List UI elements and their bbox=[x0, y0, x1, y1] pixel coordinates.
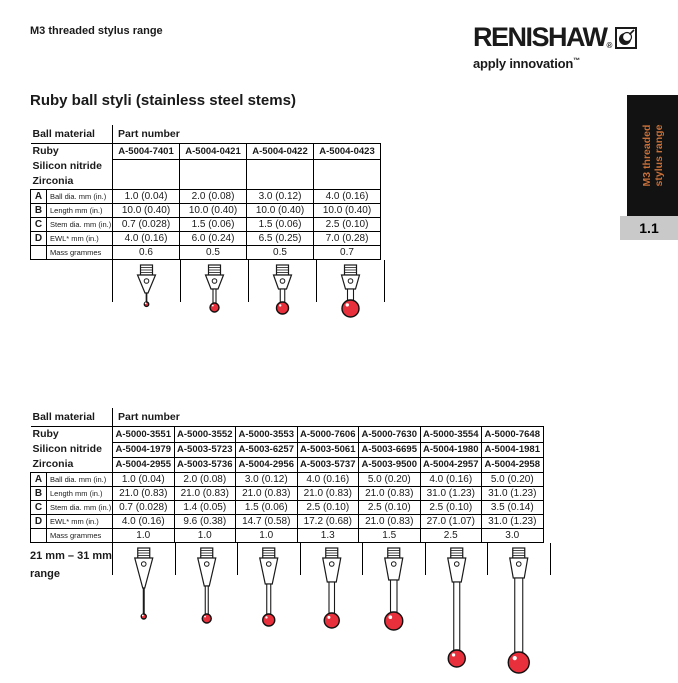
dimension-letter: C bbox=[31, 501, 47, 515]
spec-value-cell: 2.0 (0.08) bbox=[180, 190, 247, 204]
spec-value-cell: 1.5 (0.06) bbox=[247, 218, 314, 232]
part-number-cell: A-5003-5737 bbox=[297, 457, 359, 473]
spec-value-cell: 21.0 (0.83) bbox=[359, 487, 421, 501]
stylus-cell bbox=[300, 543, 363, 575]
range-label-line: 21 mm – 31 mm bbox=[30, 550, 112, 562]
spec-value-cell: 17.2 (0.68) bbox=[297, 515, 359, 529]
spec-value-cell: 1.0 bbox=[236, 529, 298, 543]
part-number-cell: A-5003-6695 bbox=[359, 442, 421, 457]
part-number-cell: A-5000-3551 bbox=[113, 427, 175, 443]
stylus-illustration bbox=[238, 546, 300, 681]
material-name: Silicon nitride bbox=[32, 160, 102, 172]
spec-value-cell: 1.0 bbox=[113, 529, 175, 543]
stylus-illustration bbox=[426, 546, 488, 681]
spec-value-cell: 31.0 (1.23) bbox=[482, 515, 544, 529]
part-number-cell: A-5003-6257 bbox=[236, 442, 298, 457]
stylus-cell bbox=[237, 543, 300, 575]
spec-value-cell: 10.0 (0.40) bbox=[113, 204, 180, 218]
spec-table-10mm bbox=[30, 125, 452, 302]
spec-value-cell: 3.5 (0.14) bbox=[482, 501, 544, 515]
spec-value-cell: 2.5 (0.10) bbox=[420, 501, 482, 515]
spec-row bbox=[31, 473, 544, 487]
spec-value-cell: 0.7 (0.028) bbox=[113, 218, 180, 232]
part-number-cell: A-5003-5061 bbox=[297, 442, 359, 457]
range-label bbox=[30, 543, 112, 583]
part-number-cell: A-5004-0422 bbox=[247, 144, 314, 160]
spec-row bbox=[31, 232, 381, 246]
column-separator bbox=[550, 543, 613, 575]
part-number-cell: A-5003-9500 bbox=[359, 457, 421, 473]
stylus-illustration bbox=[317, 263, 384, 325]
spec-value-cell: 0.5 bbox=[247, 246, 314, 260]
part-number-cell bbox=[180, 174, 247, 190]
part-number-cell: A-5004-2956 bbox=[236, 457, 298, 473]
spec-table bbox=[30, 125, 381, 260]
stylus-cell bbox=[112, 543, 175, 575]
material-row bbox=[31, 159, 381, 174]
ball-material-header: Ball material bbox=[31, 408, 113, 427]
material-row bbox=[31, 427, 544, 443]
spec-value-cell: 2.5 bbox=[420, 529, 482, 543]
stylus-cell bbox=[362, 543, 425, 575]
part-number-cell: A-5004-1979 bbox=[113, 442, 175, 457]
dimension-label: Length mm (in.) bbox=[47, 487, 113, 501]
spec-value-cell: 4.0 (0.16) bbox=[297, 473, 359, 487]
part-number-cell: A-5003-5736 bbox=[174, 457, 236, 473]
dimension-label: Stem dia. mm (in.) bbox=[47, 218, 113, 232]
spec-row bbox=[31, 487, 544, 501]
part-number-cell: A-5004-0423 bbox=[314, 144, 381, 160]
material-row bbox=[31, 144, 381, 160]
spec-value-cell: 1.5 bbox=[359, 529, 421, 543]
part-number-header: Part number bbox=[113, 125, 381, 144]
part-number-cell: A-5000-3554 bbox=[420, 427, 482, 443]
spec-value-cell: 4.0 (0.16) bbox=[314, 190, 381, 204]
spec-value-cell: 1.5 (0.06) bbox=[180, 218, 247, 232]
spec-row bbox=[31, 246, 381, 260]
stylus-cell bbox=[112, 260, 180, 302]
stylus-illustration bbox=[301, 546, 363, 681]
part-number-cell bbox=[314, 174, 381, 190]
part-number-cell: A-5000-7630 bbox=[359, 427, 421, 443]
dimension-letter bbox=[31, 246, 47, 260]
part-number-cell: A-5004-1980 bbox=[420, 442, 482, 457]
material-name: Silicon nitride bbox=[32, 443, 102, 455]
dimension-letter bbox=[31, 529, 47, 543]
renishaw-logo bbox=[473, 22, 673, 71]
part-number-cell: A-5000-7606 bbox=[297, 427, 359, 443]
styli-illustration-row bbox=[30, 543, 612, 583]
dimension-label: Ball dia. mm (in.) bbox=[47, 190, 113, 204]
spec-value-cell: 4.0 (0.16) bbox=[113, 515, 175, 529]
spec-value-cell: 5.0 (0.20) bbox=[359, 473, 421, 487]
part-number-cell bbox=[247, 159, 314, 174]
part-number-cell bbox=[113, 174, 180, 190]
dimension-label: EWL* mm (in.) bbox=[47, 232, 113, 246]
dimension-label: Stem dia. mm (in.) bbox=[47, 501, 113, 515]
spec-row bbox=[31, 529, 544, 543]
registered-mark: ® bbox=[606, 41, 613, 50]
material-row bbox=[31, 174, 381, 190]
material-row bbox=[31, 457, 544, 473]
page-title: M3 threaded stylus range bbox=[30, 25, 163, 37]
spec-value-cell: 31.0 (1.23) bbox=[420, 487, 482, 501]
spec-value-cell: 5.0 (0.20) bbox=[482, 473, 544, 487]
spec-value-cell: 9.6 (0.38) bbox=[174, 515, 236, 529]
stylus-cell bbox=[248, 260, 316, 302]
dimension-letter: A bbox=[31, 473, 47, 487]
stylus-illustration bbox=[181, 263, 248, 325]
section-number-badge: 1.1 bbox=[620, 216, 678, 240]
part-number-cell bbox=[113, 159, 180, 174]
stylus-cell bbox=[180, 260, 248, 302]
trademark-mark: ™ bbox=[573, 57, 580, 65]
part-number-cell: A-5004-7401 bbox=[113, 144, 180, 160]
spec-value-cell: 27.0 (1.07) bbox=[420, 515, 482, 529]
part-number-cell: A-5003-5723 bbox=[174, 442, 236, 457]
spec-value-cell: 6.5 (0.25) bbox=[247, 232, 314, 246]
probe-symbol-icon bbox=[615, 27, 637, 54]
part-number-cell bbox=[314, 159, 381, 174]
part-number-cell: A-5004-2955 bbox=[113, 457, 175, 473]
dimension-letter: B bbox=[31, 487, 47, 501]
spec-value-cell: 21.0 (0.83) bbox=[359, 515, 421, 529]
dimension-label: Mass grammes bbox=[47, 246, 113, 260]
part-number-cell bbox=[180, 159, 247, 174]
spec-value-cell: 21.0 (0.83) bbox=[174, 487, 236, 501]
dimension-label: Length mm (in.) bbox=[47, 204, 113, 218]
spec-value-cell: 3.0 (0.12) bbox=[247, 190, 314, 204]
spec-value-cell: 0.5 bbox=[180, 246, 247, 260]
spec-value-cell: 1.4 (0.05) bbox=[174, 501, 236, 515]
dimension-label: Ball dia. mm (in.) bbox=[47, 473, 113, 487]
part-number-cell: A-5004-0421 bbox=[180, 144, 247, 160]
part-number-cell: A-5000-3553 bbox=[236, 427, 298, 443]
spec-value-cell: 7.0 (0.28) bbox=[314, 232, 381, 246]
spec-table bbox=[30, 408, 544, 543]
material-name: Ruby bbox=[32, 145, 59, 157]
part-number-header: Part number bbox=[113, 408, 544, 427]
part-number-cell bbox=[247, 174, 314, 190]
part-number-cell: A-5004-2957 bbox=[420, 457, 482, 473]
spec-value-cell: 3.0 (0.12) bbox=[236, 473, 298, 487]
ball-material-header: Ball material bbox=[31, 125, 113, 144]
spec-value-cell: 1.0 bbox=[174, 529, 236, 543]
spec-value-cell: 21.0 (0.83) bbox=[113, 487, 175, 501]
spec-value-cell: 0.7 (0.028) bbox=[113, 501, 175, 515]
spec-value-cell: 6.0 (0.24) bbox=[180, 232, 247, 246]
dimension-letter: D bbox=[31, 515, 47, 529]
spec-row bbox=[31, 515, 544, 529]
material-name: Zirconia bbox=[32, 458, 74, 470]
spec-value-cell: 2.5 (0.10) bbox=[314, 218, 381, 232]
dimension-label: Mass grammes bbox=[47, 529, 113, 543]
stylus-cell bbox=[316, 260, 384, 302]
stylus-cell bbox=[425, 543, 488, 575]
dimension-letter: C bbox=[31, 218, 47, 232]
spec-value-cell: 1.0 (0.04) bbox=[113, 473, 175, 487]
stylus-illustration bbox=[363, 546, 425, 681]
dimension-letter: D bbox=[31, 232, 47, 246]
stylus-cell bbox=[175, 543, 238, 575]
spec-row bbox=[31, 204, 381, 218]
part-number-cell: A-5000-7648 bbox=[482, 427, 544, 443]
side-tab-label: M3 threaded stylus range bbox=[640, 124, 665, 187]
spec-value-cell: 1.5 (0.06) bbox=[236, 501, 298, 515]
column-separator bbox=[384, 260, 452, 302]
stylus-illustration bbox=[249, 263, 316, 325]
stylus-illustration bbox=[113, 546, 175, 681]
material-name: Ruby bbox=[32, 428, 59, 440]
spec-value-cell: 4.0 (0.16) bbox=[420, 473, 482, 487]
spec-value-cell: 4.0 (0.16) bbox=[113, 232, 180, 246]
spec-row bbox=[31, 190, 381, 204]
part-number-cell: A-5004-1981 bbox=[482, 442, 544, 457]
stylus-illustration bbox=[113, 263, 180, 325]
spec-value-cell: 0.7 bbox=[314, 246, 381, 260]
stylus-cell bbox=[487, 543, 550, 575]
spec-row bbox=[31, 501, 544, 515]
logo-wordmark: RENISHAW bbox=[473, 22, 607, 52]
spec-row bbox=[31, 218, 381, 232]
material-name: Zirconia bbox=[32, 175, 74, 187]
spec-value-cell: 10.0 (0.40) bbox=[314, 204, 381, 218]
spec-value-cell: 10.0 (0.40) bbox=[247, 204, 314, 218]
spec-value-cell: 14.7 (0.58) bbox=[236, 515, 298, 529]
section-heading: Ruby ball styli (stainless steel stems) bbox=[30, 92, 296, 109]
stylus-illustration bbox=[176, 546, 238, 681]
spec-value-cell: 31.0 (1.23) bbox=[482, 487, 544, 501]
spec-value-cell: 2.5 (0.10) bbox=[297, 501, 359, 515]
spec-value-cell: 3.0 bbox=[482, 529, 544, 543]
range-label-line: range bbox=[30, 568, 60, 580]
stylus-illustration bbox=[488, 546, 550, 681]
part-number-cell: A-5004-2958 bbox=[482, 457, 544, 473]
section-side-tab bbox=[627, 95, 678, 216]
dimension-letter: B bbox=[31, 204, 47, 218]
spec-table-21-31mm bbox=[30, 408, 612, 583]
spec-value-cell: 2.5 (0.10) bbox=[359, 501, 421, 515]
material-row bbox=[31, 442, 544, 457]
spec-value-cell: 0.6 bbox=[113, 246, 180, 260]
spec-value-cell: 1.3 bbox=[297, 529, 359, 543]
spec-value-cell: 21.0 (0.83) bbox=[236, 487, 298, 501]
styli-illustration-row bbox=[30, 260, 452, 302]
spec-value-cell: 2.0 (0.08) bbox=[174, 473, 236, 487]
part-number-cell: A-5000-3552 bbox=[174, 427, 236, 443]
logo-tagline: apply innovation™ bbox=[473, 56, 580, 71]
spec-value-cell: 21.0 (0.83) bbox=[297, 487, 359, 501]
dimension-letter: A bbox=[31, 190, 47, 204]
spec-value-cell: 1.0 (0.04) bbox=[113, 190, 180, 204]
spec-value-cell: 10.0 (0.40) bbox=[180, 204, 247, 218]
dimension-label: EWL* mm (in.) bbox=[47, 515, 113, 529]
